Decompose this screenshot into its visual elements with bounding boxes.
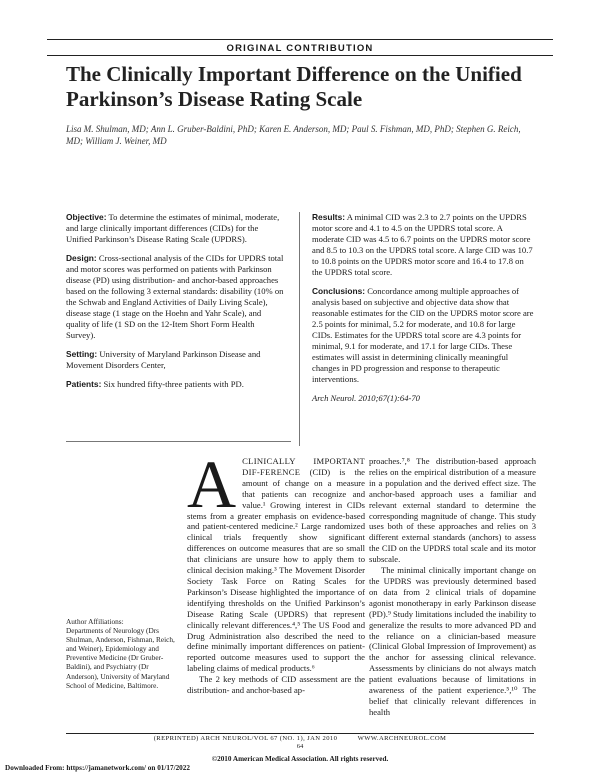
page-number: 64 <box>296 743 304 750</box>
section-label <box>0 38 600 56</box>
drop-cap: A <box>187 446 237 522</box>
setting-text: University of Maryland Parkinson Disease and Movement Disorders Center, <box>66 349 261 370</box>
abstract-left-column <box>66 212 284 398</box>
abstract-column-divider <box>299 212 300 446</box>
objective-text: To determine the estimates of minimal, moderate, and large clinically important differences (CIDs) for the Unified Parkinson’s Disease Rating Scale (UPDRS). <box>66 212 280 244</box>
abstract-objective <box>66 212 284 245</box>
body-paragraph <box>187 446 365 674</box>
article-citation: Arch Neurol. 2010;67(1):64-70 <box>312 393 420 403</box>
setting-heading: Setting: <box>66 349 98 359</box>
abstract-design <box>66 253 284 341</box>
body-column-2 <box>369 456 536 718</box>
copyright-notice: ©2010 American Medical Association. All rights reserved. <box>211 755 389 763</box>
patients-text: Six hundred fifty-three patients with PD. <box>103 379 244 389</box>
lead-in-caps: CLINICALLY IMPORTANT DIF-FERENCE <box>242 456 365 477</box>
abstract-right-column <box>312 212 534 412</box>
footer-journal-line: (REPRINTED) ARCH NEUROL/VOL 67 (NO. 1), JAN 2010 WWW.ARCHNEUROL.COM <box>153 735 447 742</box>
author-affiliations <box>66 617 180 690</box>
intro-paragraph-3: proaches.⁷,⁸ The distribution-based approach relies on the empirical distribution of a measure in a population and the derived effect size. The anchor-based approach uses a familiar and relevant external standard to determine the corresponding magnitude of change. This study uses both of these approaches and relies on 3 different external standards (anchors) to assess the CID on the UPDRS total scale and its motor subscale. <box>369 456 536 565</box>
body-column-1 <box>187 446 365 696</box>
conclusions-heading: Conclusions: <box>312 286 366 296</box>
results-text: A minimal CID was 2.3 to 2.7 points on the UPDRS motor score and 4.1 to 4.5 on the UPDRS total score. A moderate CID was 4.5 to 6.7 points on the UPDRS motor score and 8.5 to 10.3 on the UPDRS total score. A large CID was 10.7 to 10.8 points on the UPDRS motor score and 16.4 to 17.8 on the UPDRS total score. <box>312 212 533 277</box>
abstract-bottom-rule <box>66 441 291 442</box>
affiliations-text: Departments of Neurology (Drs Shulman, Anderson, Fishman, Reich, and Weiner), Epidemiology and Preventive Medicine (Dr Gruber-Baldini), and Psychiatry (Dr Anderson), University of Maryland School of Medicine, Baltimore. <box>66 626 175 690</box>
conclusions-text: Concordance among multiple approaches of analysis based on subjective and objective data show that reasonable estimates for the CID on the UPDRS motor score are 2.5 points for minimal, 5.2 for moderate, and 10.8 for large CIDs. Estimates for the UPDRS total score are 4.3 points for minimal, 9.1 for moderate, and 17.1 for large CIDs. These estimates will assist in determining clinically meaningful changes in PD progression and response to therapeutic interventions. <box>312 286 534 384</box>
abstract-setting <box>66 349 284 371</box>
section-label-text: ORIGINAL CONTRIBUTION <box>218 43 383 54</box>
objective-heading: Objective: <box>66 212 107 222</box>
design-heading: Design: <box>66 253 97 263</box>
patients-heading: Patients: <box>66 379 102 389</box>
article-title: The Clinically Important Difference on the Unified Parkinson’s Disease Rating Scale <box>66 62 522 111</box>
intro-paragraph-4: The minimal clinically important change on the UPDRS was previously determined based on data from 2 clinical trials of dopamine agonist monotherapy in early Parkinson disease (PD).⁹ Study limitations included the inability to generalize the results to more advanced PD and the reliance on a clinician-based measure (Clinical Global Impression of Improvement) as the anchor for assessing clinical relevance. Assessments by clinicians do not always match patient evaluations because of limitations in awareness of the patient experience.⁵,¹⁰ The belief that clinically relevant differences in health <box>369 565 536 717</box>
footer-rule <box>66 733 534 734</box>
intro-paragraph-2: The 2 key methods of CID assessment are the distribution- and anchor-based ap- <box>187 674 365 696</box>
design-text: Cross-sectional analysis of the CIDs for UPDRS total and motor scores was performed on patients with Parkinson disease (PD) using distribution- and anchor-based approaches based on the following 3 external standards: disability (10% on the Schwab and England Activities of Daily Living Scale), disease stage (1 stage on the Hoehn and Yahr Scale), and quality of life (1 SD on the 12-Item Short Form Health Survey). <box>66 253 284 340</box>
download-notice: Downloaded From: https://jamanetwork.com/ on 01/17/2022 <box>5 764 190 772</box>
intro-paragraph-1: (CID) is the amount of change on a measure that patients can recognize and value.¹ Growing interest in CIDs stems from a greater emphasis on evidence-based and patient-centered medicine.² Large randomized clinical trials frequently show significant differences on outcome measures that are so small that clinicians are unsure how to apply them to clinical decision making.³ The Movement Disorder Society Task Force on Rating Scales for Parkinson’s Disease highlighted the importance of identifying thresholds on the Unified Parkinson’s Disease Rating Scale (UPDRS) that represent clinically relevant differences.⁴,⁵ The US Food and Drug Administration also described the need to define minimally important differences on patient-reported outcome measures used to support the labeling claims of medical products.⁶ <box>187 466 365 674</box>
results-heading: Results: <box>312 212 346 222</box>
affiliations-heading: Author Affiliations: <box>66 617 124 626</box>
abstract-results <box>312 212 534 278</box>
abstract-conclusions <box>312 286 534 385</box>
abstract-patients <box>66 379 284 390</box>
author-list: Lisa M. Shulman, MD; Ann L. Gruber-Baldini, PhD; Karen E. Anderson, MD; Paul S. Fishman, MD, PhD; Stephen G. Reich, MD; William J. Weiner, MD <box>66 124 521 146</box>
